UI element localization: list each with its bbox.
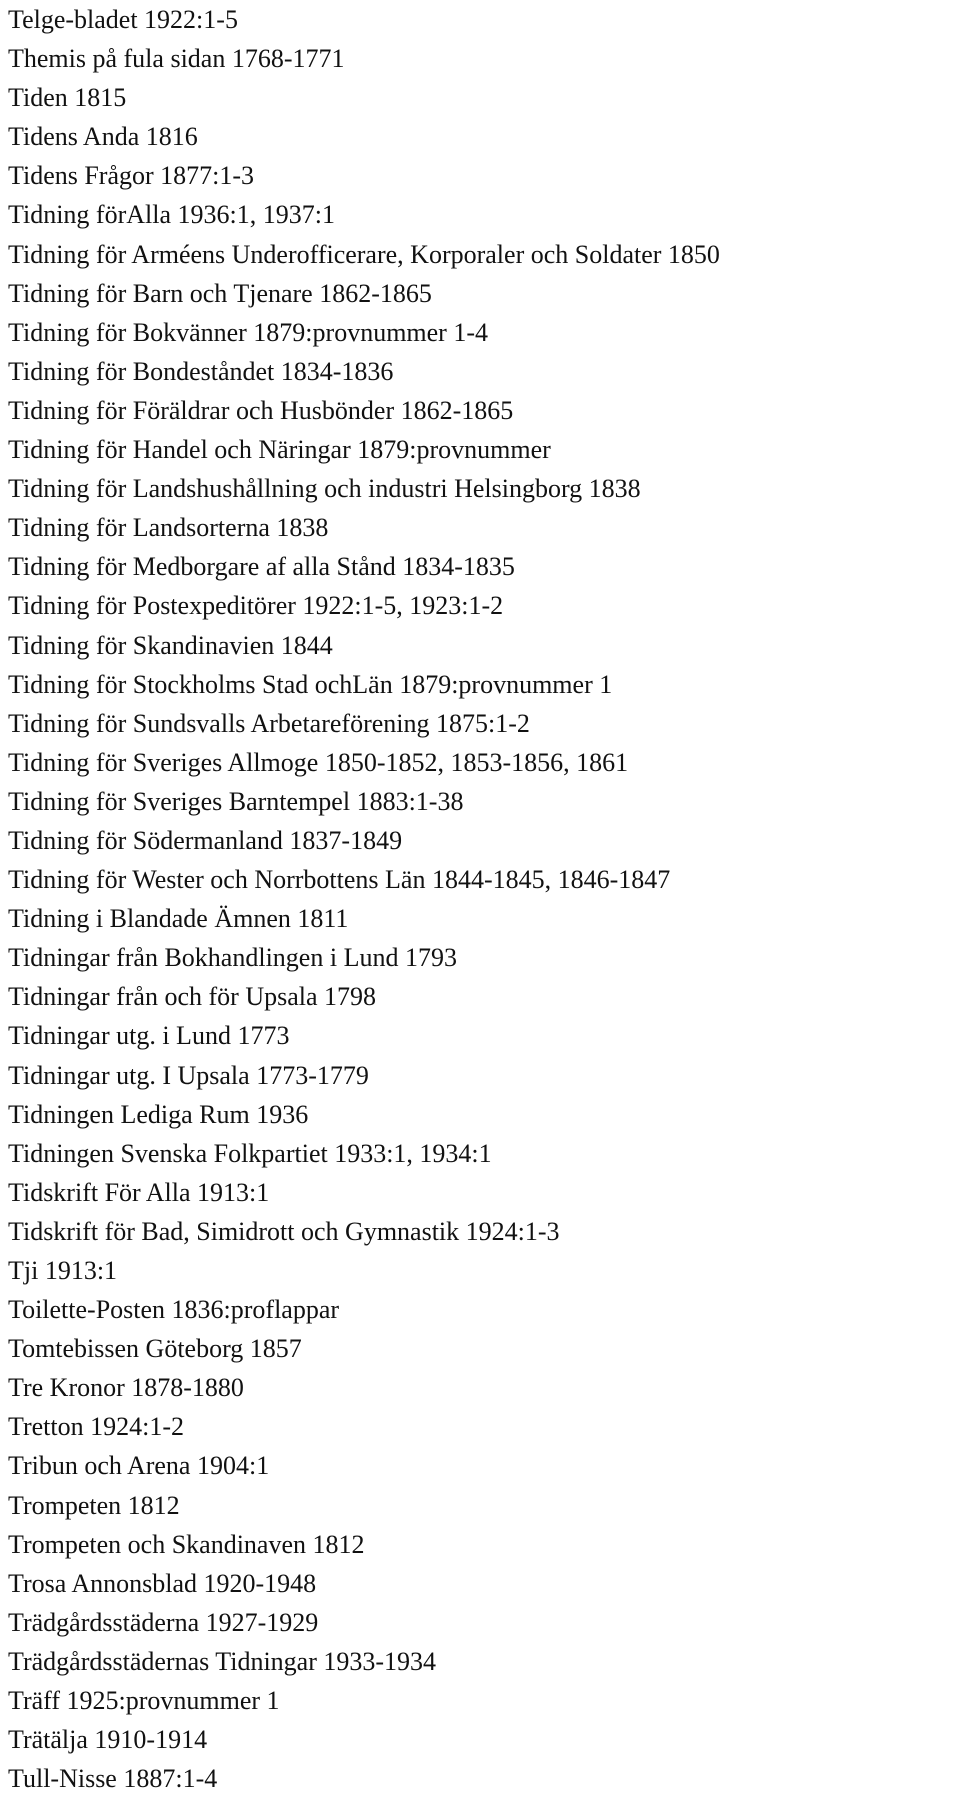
list-item: Tidning för Arméens Underofficerare, Korporaler och Soldater 1850 [8,239,720,269]
list-item: Tidning för Stockholms Stad ochLän 1879:provnummer 1 [8,669,613,699]
list-item: Trädgårdsstädernas Tidningar 1933-1934 [8,1646,437,1676]
list-item: Tre Kronor 1878-1880 [8,1373,244,1403]
list-item: Tidning för Sveriges Barntempel 1883:1-38 [8,786,464,816]
list-item: Trätälja 1910-1914 [8,1725,208,1755]
list-item: Tidning förAlla 1936:1, 1937:1 [8,200,335,230]
list-item: Tomtebissen Göteborg 1857 [8,1334,302,1364]
list-item: Tretton 1924:1-2 [8,1412,184,1442]
list-item: Trompeten 1812 [8,1490,180,1520]
list-item: Tidning för Landshushållning och industri Helsingborg 1838 [8,474,641,504]
list-item: Tidens Frågor 1877:1-3 [8,161,255,191]
list-item: Tidningen Lediga Rum 1936 [8,1099,309,1129]
list-item: Tidning för Skandinavien 1844 [8,630,333,660]
list-item: Tribun och Arena 1904:1 [8,1451,270,1481]
list-item: Toilette-Posten 1836:proflappar [8,1295,340,1325]
list-item: Tidningar från och för Upsala 1798 [8,982,377,1012]
list-item: Tidningen Svenska Folkpartiet 1933:1, 1934:1 [8,1138,492,1168]
list-item: Tidning för Sundsvalls Arbetareförening 1875:1-2 [8,708,530,738]
list-item: Tidning i Blandade Ämnen 1811 [8,904,349,934]
list-item: Tull-Nisse 1887:1-4 [8,1764,218,1794]
list-item: Tidning för Södermanland 1837-1849 [8,825,403,855]
list-item: Tiden 1815 [8,83,127,113]
list-item: Tidning för Postexpeditörer 1922:1-5, 1923:1-2 [8,591,504,621]
list-item: Tidskrift för Bad, Simidrott och Gymnastik 1924:1-3 [8,1216,560,1246]
list-item: Tidning för Wester och Norrbottens Län 1844-1845, 1846-1847 [8,865,671,895]
list-item: Tidskrift För Alla 1913:1 [8,1177,270,1207]
list-item: Themis på fula sidan 1768-1771 [8,44,345,74]
list-item: Tidningar från Bokhandlingen i Lund 1793 [8,943,457,973]
list-item: Tidning för Bondeståndet 1834-1836 [8,356,394,386]
list-item: Tidning för Föräldrar och Husbönder 1862-1865 [8,395,514,425]
list-item: Tji 1913:1 [8,1256,118,1285]
newspaper-title-list [8,0,952,1798]
list-item: Tidning för Bokvänner 1879:provnummer 1-4 [8,317,488,347]
list-item: Tidningar utg. i Lund 1773 [8,1021,290,1051]
list-item: Tidning för Handel och Näringar 1879:provnummer [8,435,551,465]
list-item: Tidning för Sveriges Allmoge 1850-1852, 1853-1856, 1861 [8,747,629,777]
list-item: Tidens Anda 1816 [8,122,198,152]
list-item: Träff 1925:provnummer 1 [8,1686,280,1716]
list-item: Tidning för Barn och Tjenare 1862-1865 [8,278,432,308]
list-item: Trompeten och Skandinaven 1812 [8,1529,365,1559]
list-item: Telge-bladet 1922:1-5 [8,5,238,34]
list-item: Trosa Annonsblad 1920-1948 [8,1568,317,1598]
list-item: Tidning för Medborgare af alla Stånd 1834-1835 [8,552,515,582]
list-item: Tidningar utg. I Upsala 1773-1779 [8,1060,369,1090]
list-item: Trädgårdsstäderna 1927-1929 [8,1607,319,1637]
list-item: Tidning för Landsorterna 1838 [8,513,329,543]
